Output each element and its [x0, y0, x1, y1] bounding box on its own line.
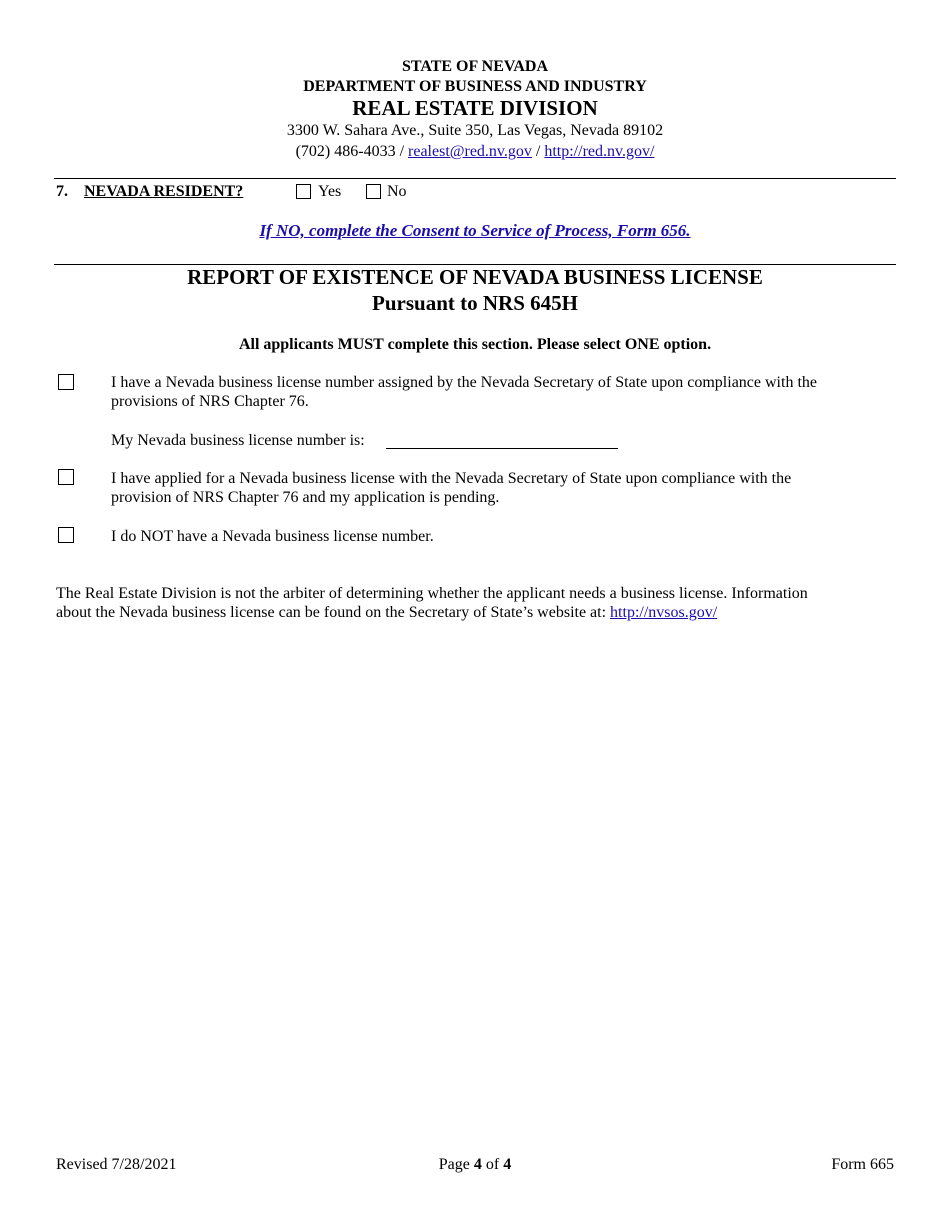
question-label: NEVADA RESIDENT?	[84, 183, 244, 200]
footer-form-number: Form 665	[831, 1156, 894, 1173]
license-number-label: My Nevada business license number is:	[111, 432, 365, 449]
page-current: 4	[473, 1156, 482, 1173]
option-license-assigned-line2: provisions of NRS Chapter 76.	[111, 393, 309, 410]
option-license-assigned-checkbox[interactable]	[58, 374, 74, 390]
resident-yes-checkbox[interactable]	[296, 184, 311, 199]
license-number-field[interactable]	[386, 431, 618, 449]
consent-form-link[interactable]: If NO, complete the Consent to Service of Process, Form 656.	[259, 221, 691, 240]
section-instruction: All applicants MUST complete this section. Please select ONE option.	[238, 336, 712, 353]
header-phone: (702) 486-4033	[295, 143, 396, 160]
resident-yes-label: Yes	[318, 183, 342, 200]
info-line2-row	[56, 603, 717, 622]
footer-page-number	[0, 1155, 950, 1174]
separator: /	[399, 143, 405, 160]
section-title: REPORT OF EXISTENCE OF NEVADA BUSINESS LICENSE	[187, 265, 763, 289]
option-license-pending-checkbox[interactable]	[58, 469, 74, 485]
divider	[54, 178, 896, 179]
info-line2: about the Nevada business license can be found on the Secretary of State’s website at:	[56, 604, 607, 621]
resident-no-label: No	[387, 183, 407, 200]
page-of: of	[485, 1156, 500, 1173]
page-prefix: Page	[438, 1156, 470, 1173]
website-link[interactable]: http://red.nv.gov/	[544, 143, 655, 160]
footer-revised: Revised 7/28/2021	[56, 1156, 177, 1173]
option-no-license-label: I do NOT have a Nevada business license number.	[111, 528, 434, 545]
header-department: DEPARTMENT OF BUSINESS AND INDUSTRY	[303, 78, 647, 95]
question-number: 7.	[56, 183, 68, 200]
option-license-assigned-line1: I have a Nevada business license number assigned by the Nevada Secretary of State upon compliance with the	[111, 374, 817, 391]
info-line1: The Real Estate Division is not the arbiter of determining whether the applicant needs a business license. Information	[56, 585, 808, 602]
option-license-pending-line2: provision of NRS Chapter 76 and my application is pending.	[111, 489, 500, 506]
section-subtitle: Pursuant to NRS 645H	[372, 291, 578, 315]
option-no-license-checkbox[interactable]	[58, 527, 74, 543]
header-division: REAL ESTATE DIVISION	[352, 96, 598, 120]
separator: /	[535, 143, 541, 160]
option-license-pending-line1: I have applied for a Nevada business license with the Nevada Secretary of State upon compliance with the	[111, 470, 792, 487]
resident-no-checkbox[interactable]	[366, 184, 381, 199]
header-contact-line	[0, 142, 950, 161]
sos-website-link[interactable]: http://nvsos.gov/	[610, 604, 718, 621]
header-state: STATE OF NEVADA	[401, 58, 549, 75]
header-address: 3300 W. Sahara Ave., Suite 350, Las Vegas, Nevada 89102	[286, 122, 664, 139]
email-link[interactable]: realest@red.nv.gov	[408, 143, 532, 160]
page-total: 4	[503, 1156, 512, 1173]
